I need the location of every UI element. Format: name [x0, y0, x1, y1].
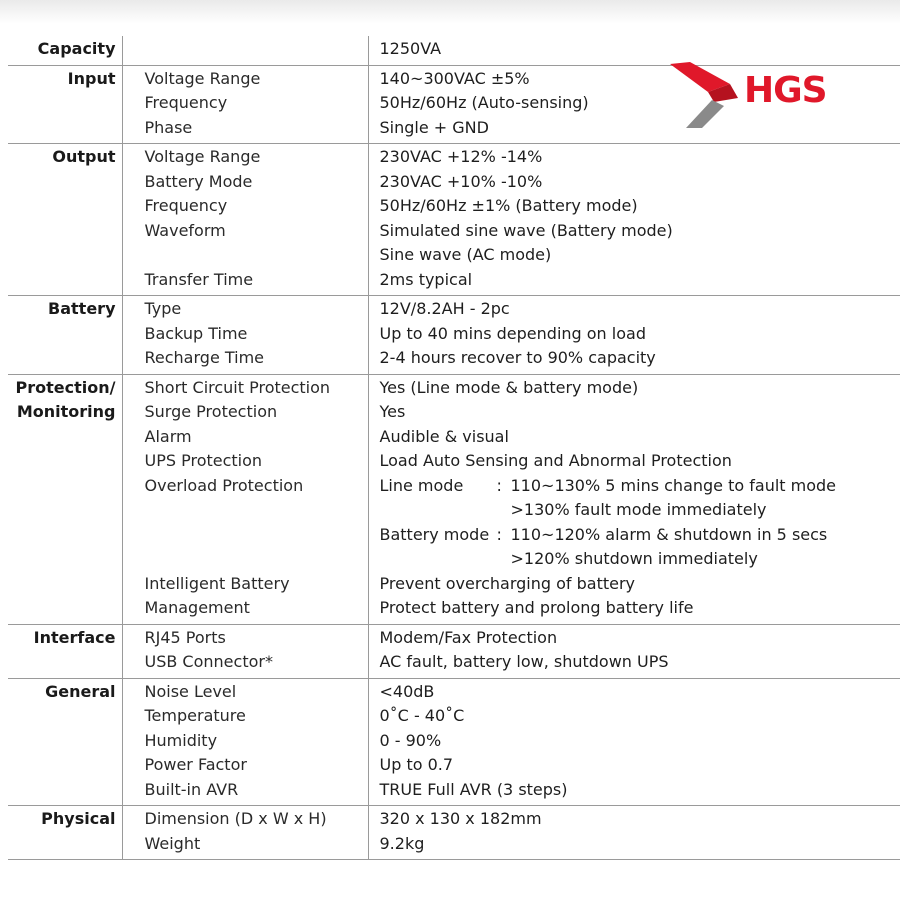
spec-label: Dimension (D x W x H) [144, 809, 327, 828]
spec-label-empty [145, 498, 368, 523]
spec-value: 50Hz/60Hz (Auto-sensing) [379, 93, 589, 112]
category-protection: Protection/ Monitoring [8, 374, 122, 624]
spec-label: Voltage Range [144, 147, 261, 166]
spec-value: 230VAC +12% -14% [379, 147, 543, 166]
spec-value: TRUE Full AVR (3 steps) [379, 779, 568, 799]
row-output [8, 144, 900, 296]
overload-detail: >120% shutdown immediately [510, 549, 758, 568]
spec-table [8, 36, 900, 860]
spec-value: Yes [379, 402, 406, 421]
spec-label: Battery Mode [144, 171, 253, 191]
spec-value: Audible & visual [379, 426, 509, 446]
spec-value: 12V/8.2AH - 2pc [379, 299, 510, 318]
spec-value: AC fault, battery low, shutdown UPS [379, 652, 669, 671]
spec-value: 9.2kg [379, 833, 425, 853]
overload-mode-label: Line mode [379, 475, 464, 495]
row-interface [8, 624, 900, 678]
spec-label: Waveform [144, 220, 226, 240]
spec-label: Surge Protection [144, 402, 278, 421]
spec-value: 140~300VAC ±5% [379, 68, 530, 88]
spec-value: 0˚C - 40˚C [379, 706, 465, 725]
spec-label: Alarm [144, 426, 192, 446]
spec-label: Intelligent Battery [144, 573, 290, 593]
overload-detail: >130% fault mode immediately [510, 500, 767, 519]
spec-label: Noise Level [144, 681, 237, 701]
category-physical: Physical [8, 806, 122, 860]
overload-colon: : [496, 475, 502, 495]
spec-label: Temperature [144, 706, 246, 725]
category-battery: Battery [8, 296, 122, 375]
spec-label: Overload Protection [144, 475, 304, 495]
spec-label: Type [144, 299, 182, 318]
hgs-logo [668, 58, 828, 130]
spec-label: Humidity [144, 730, 218, 750]
row-general [8, 678, 900, 806]
spec-value: Simulated sine wave (Battery mode) [379, 220, 673, 240]
spec-value: Single + GND [379, 117, 489, 137]
spec-label: Built-in AVR [144, 779, 239, 799]
spec-label-empty [145, 523, 368, 548]
row-physical [8, 806, 900, 860]
spec-value: <40dB [379, 681, 435, 701]
spec-label: Management [144, 598, 250, 617]
spec-value: 320 x 130 x 182mm [379, 809, 542, 828]
spec-label: Short Circuit Protection [144, 377, 331, 397]
spec-value: Up to 0.7 [379, 755, 454, 774]
capacity-value: 1250VA [379, 39, 442, 58]
spec-label: Backup Time [144, 323, 248, 343]
spec-value: 230VAC +10% -10% [379, 171, 543, 191]
row-protection [8, 374, 900, 624]
top-shadow [0, 0, 900, 24]
spec-label: Power Factor [144, 755, 247, 774]
spec-value: 50Hz/60Hz ±1% (Battery mode) [379, 196, 638, 215]
spec-value: Modem/Fax Protection [379, 627, 558, 647]
category-input: Input [8, 65, 122, 144]
spec-value: 0 - 90% [379, 730, 442, 750]
overload-detail: 110~130% 5 mins change to fault mode [510, 475, 837, 495]
overload-line-mode-2 [380, 498, 900, 523]
spec-value: Yes (Line mode & battery mode) [379, 377, 639, 397]
spec-value: Prevent overcharging of battery [379, 573, 636, 593]
spec-value: Protect battery and prolong battery life [379, 598, 694, 617]
category-output: Output [8, 144, 122, 296]
overload-detail: 110~120% alarm & shutdown in 5 secs [510, 524, 828, 544]
spec-value: 2ms typical [379, 269, 473, 289]
spec-value: Load Auto Sensing and Abnormal Protection [379, 451, 732, 470]
spec-value: Sine wave (AC mode) [379, 245, 552, 264]
overload-line-mode [380, 474, 900, 499]
spec-label: Recharge Time [144, 348, 265, 367]
overload-battery-mode [380, 523, 900, 548]
row-battery [8, 296, 900, 375]
spec-value: Up to 40 mins depending on load [379, 323, 646, 343]
overload-battery-mode-2 [380, 547, 900, 572]
spec-label: Phase [144, 117, 193, 137]
spec-label-empty [145, 547, 368, 572]
spec-label: UPS Protection [144, 451, 263, 470]
category-general: General [8, 678, 122, 806]
category-capacity: Capacity [8, 36, 122, 65]
spec-label-empty [145, 243, 368, 268]
logo-text: HGS [744, 70, 827, 111]
spec-label: Voltage Range [144, 68, 261, 88]
overload-mode-label: Battery mode [379, 524, 490, 544]
spec-label: USB Connector* [144, 652, 273, 671]
spec-label: Transfer Time [144, 269, 254, 289]
spec-label: Weight [144, 833, 201, 853]
spec-label: Frequency [144, 196, 228, 215]
category-interface: Interface [8, 624, 122, 678]
overload-colon: : [496, 524, 502, 544]
spec-value: 2-4 hours recover to 90% capacity [379, 348, 656, 367]
hgs-logo-mark-icon [668, 58, 744, 130]
spec-label: RJ45 Ports [144, 627, 226, 647]
spec-label: Frequency [144, 93, 228, 112]
